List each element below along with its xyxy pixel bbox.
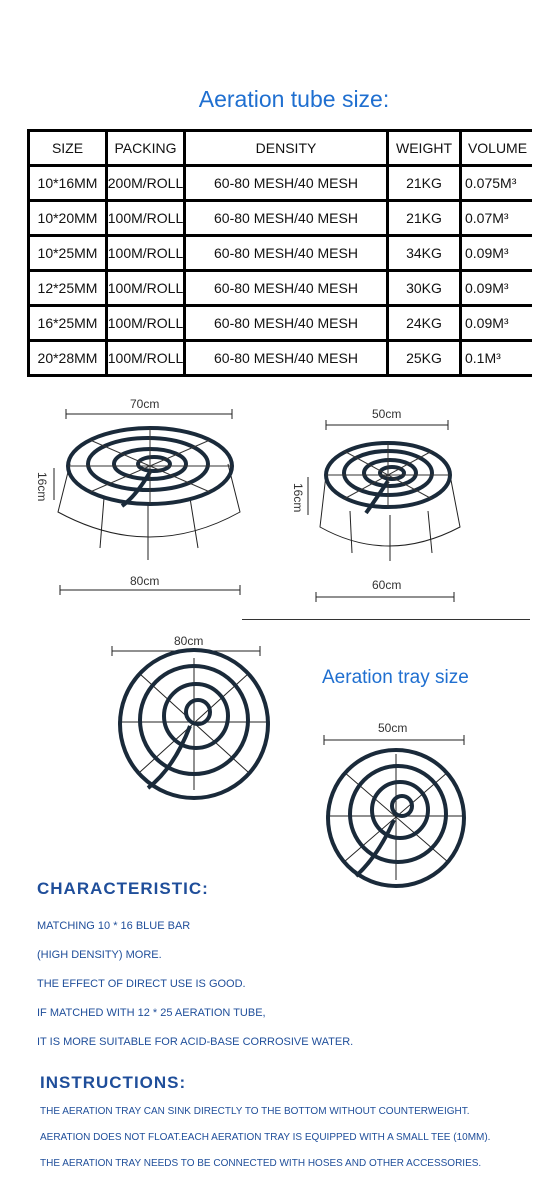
table-header: PACKING — [108, 132, 183, 164]
page-title: Aeration tube size: — [198, 86, 390, 112]
table-cell: 10*25MM — [30, 237, 105, 269]
table-header: WEIGHT — [389, 132, 459, 164]
basket-large-drawing — [40, 400, 250, 600]
tray-small-drawing — [310, 728, 480, 888]
table-cell: 25KG — [389, 342, 459, 374]
instructions-line: THE AERATION TRAY NEEDS TO BE CONNECTED WITH HOSES AND OTHER ACCESSORIES. — [40, 1158, 482, 1169]
tray-small-width-label: 50cm — [378, 721, 408, 735]
basket-large-bottom-label: 80cm — [130, 574, 160, 588]
table-header: VOLUME — [462, 132, 533, 164]
basket-large-height-label: 16cm — [35, 472, 49, 502]
table-cell: 24KG — [389, 307, 459, 339]
characteristic-line: MATCHING 10 * 16 BLUE BAR — [37, 920, 191, 932]
characteristic-line: THE EFFECT OF DIRECT USE IS GOOD. — [37, 978, 246, 990]
table-cell: 10*20MM — [30, 202, 105, 234]
table-cell: 60-80 MESH/40 MESH — [186, 272, 386, 304]
instructions-line: THE AERATION TRAY CAN SINK DIRECTLY TO THE BOTTOM WITHOUT COUNTERWEIGHT. — [40, 1106, 470, 1117]
table-cell: 60-80 MESH/40 MESH — [186, 307, 386, 339]
table-header: SIZE — [30, 132, 105, 164]
basket-small-drawing — [300, 415, 470, 605]
table-cell: 20*28MM — [30, 342, 105, 374]
table-cell: 10*16MM — [30, 167, 105, 199]
table-cell: 0.09M³ — [462, 307, 533, 339]
size-table — [27, 129, 532, 377]
table-cell: 200M/ROLL — [108, 167, 183, 199]
basket-small-height-label: 16cm — [291, 483, 305, 513]
table-cell: 0.09M³ — [462, 272, 533, 304]
instructions-title: INSTRUCTIONS: — [40, 1073, 187, 1092]
divider — [242, 619, 530, 620]
table-cell: 60-80 MESH/40 MESH — [186, 167, 386, 199]
table-cell: 100M/ROLL — [108, 342, 183, 374]
table-cell: 16*25MM — [30, 307, 105, 339]
table-header: DENSITY — [186, 132, 386, 164]
table-cell: 30KG — [389, 272, 459, 304]
instructions-line: AERATION DOES NOT FLOAT.EACH AERATION TRAY IS EQUIPPED WITH A SMALL TEE (10MM). — [40, 1132, 491, 1143]
tray-large-width-label: 80cm — [174, 634, 204, 648]
table-cell: 100M/ROLL — [108, 202, 183, 234]
table-cell: 0.07M³ — [462, 202, 533, 234]
basket-small-bottom-label: 60cm — [372, 578, 402, 592]
table-cell: 34KG — [389, 237, 459, 269]
characteristic-line: IF MATCHED WITH 12 * 25 AERATION TUBE, — [37, 1007, 266, 1019]
tray-large-drawing — [100, 640, 280, 810]
table-cell: 100M/ROLL — [108, 237, 183, 269]
table-cell: 21KG — [389, 167, 459, 199]
table-cell: 100M/ROLL — [108, 272, 183, 304]
table-cell: 0.09M³ — [462, 237, 533, 269]
table-cell: 0.075M³ — [462, 167, 533, 199]
table-cell: 100M/ROLL — [108, 307, 183, 339]
basket-small-top-label: 50cm — [372, 407, 402, 421]
table-cell: 0.1M³ — [462, 342, 533, 374]
table-cell: 60-80 MESH/40 MESH — [186, 237, 386, 269]
tray-section-title: Aeration tray size — [322, 667, 469, 688]
characteristic-line: IT IS MORE SUITABLE FOR ACID-BASE CORROSIVE WATER. — [37, 1036, 354, 1048]
table-cell: 21KG — [389, 202, 459, 234]
table-cell: 12*25MM — [30, 272, 105, 304]
basket-large-top-label: 70cm — [130, 397, 160, 411]
table-cell: 60-80 MESH/40 MESH — [186, 202, 386, 234]
characteristic-title: CHARACTERISTIC: — [37, 879, 209, 898]
table-cell: 60-80 MESH/40 MESH — [186, 342, 386, 374]
characteristic-line: (HIGH DENSITY) MORE. — [37, 949, 162, 961]
